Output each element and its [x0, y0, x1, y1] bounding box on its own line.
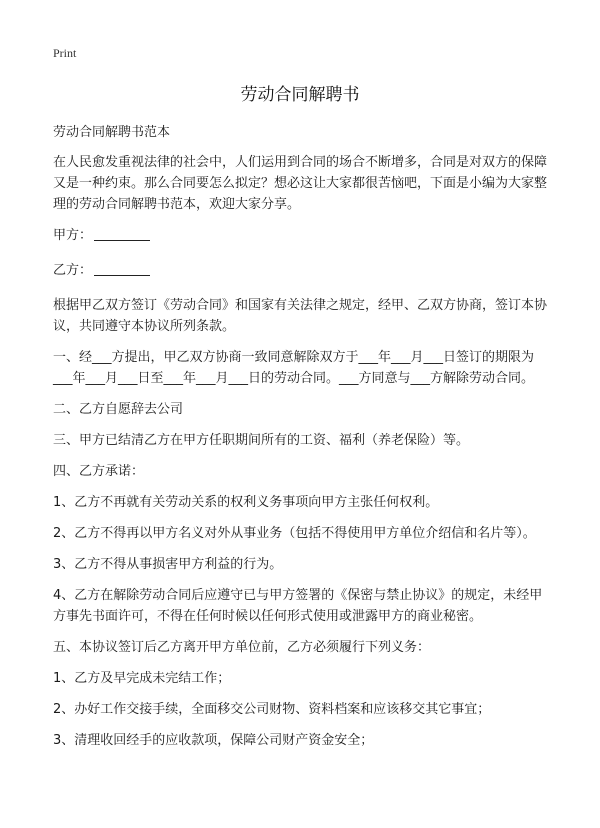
- party-a-label: 甲方：: [53, 228, 93, 243]
- party-b-label: 乙方：: [53, 263, 93, 278]
- print-link[interactable]: Print: [53, 46, 77, 60]
- clause-4-item-3: 3、乙方不得从事损害甲方利益的行为。: [53, 557, 283, 572]
- document-subtitle: 劳动合同解聘书范本: [53, 125, 171, 140]
- party-a-blank: [94, 226, 150, 241]
- clause-5-item-2: 2、办好工作交接手续，全面移交公司财物、资料档案和应该移交其它事宜；: [53, 702, 491, 717]
- clause-4-item-1: 1、乙方不再就有关劳动关系的权利义务事项向甲方主张任何权利。: [53, 495, 439, 510]
- clause-5-item-1: 1、乙方及早完成未完结工作；: [53, 671, 231, 686]
- document-body: [53, 122, 553, 761]
- clause-5: 五、本协议签订后乙方离开甲方单位前，乙方必须履行下列义务：: [53, 640, 431, 655]
- basis-paragraph: 根据甲乙双方签订《劳动合同》和国家有关法律之规定，经甲、乙双方协商，签订本协议，共同遵守本协议所列条款。: [53, 298, 548, 334]
- clause-4: 四、乙方承诺：: [53, 464, 145, 479]
- clause-2: 二、乙方自愿辞去公司: [53, 402, 184, 417]
- clause-1: 一、经___方提出，甲乙双方协商一致同意解除双方于___年___月___日签订的期限为___年___月___日至___年___月___日的劳动合同。___方同意与___方解除劳动合同。: [53, 350, 535, 386]
- clause-3: 三、甲方已结清乙方在甲方任职期间所有的工资、福利（养老保险）等。: [53, 433, 470, 448]
- party-b-line: [53, 260, 553, 281]
- party-a-line: [53, 225, 553, 246]
- intro-paragraph: 在人民愈发重视法律的社会中，人们运用到合同的场合不断增多，合同是对双方的保障又是一种约束。那么合同要怎么拟定？想必这让大家都很苦恼吧，下面是小编为大家整理的劳动合同解聘书范本，欢迎大家分享。: [53, 155, 548, 212]
- clause-4-item-4: 4、乙方在解除劳动合同后应遵守已与甲方签署的《保密与禁止协议》的规定，未经甲方事先书面许可，不得在任何时候以任何形式使用或泄露甲方的商业秘密。: [53, 588, 543, 624]
- page-title: 劳动合同解聘书: [240, 85, 360, 105]
- clause-5-item-3: 3、清理收回经手的应收款项，保障公司财产资金安全；: [53, 733, 374, 748]
- clause-4-item-2: 2、乙方不得再以甲方名义对外从事业务（包括不得使用甲方单位介绍信和名片等）。: [53, 526, 536, 541]
- party-b-blank: [94, 261, 150, 276]
